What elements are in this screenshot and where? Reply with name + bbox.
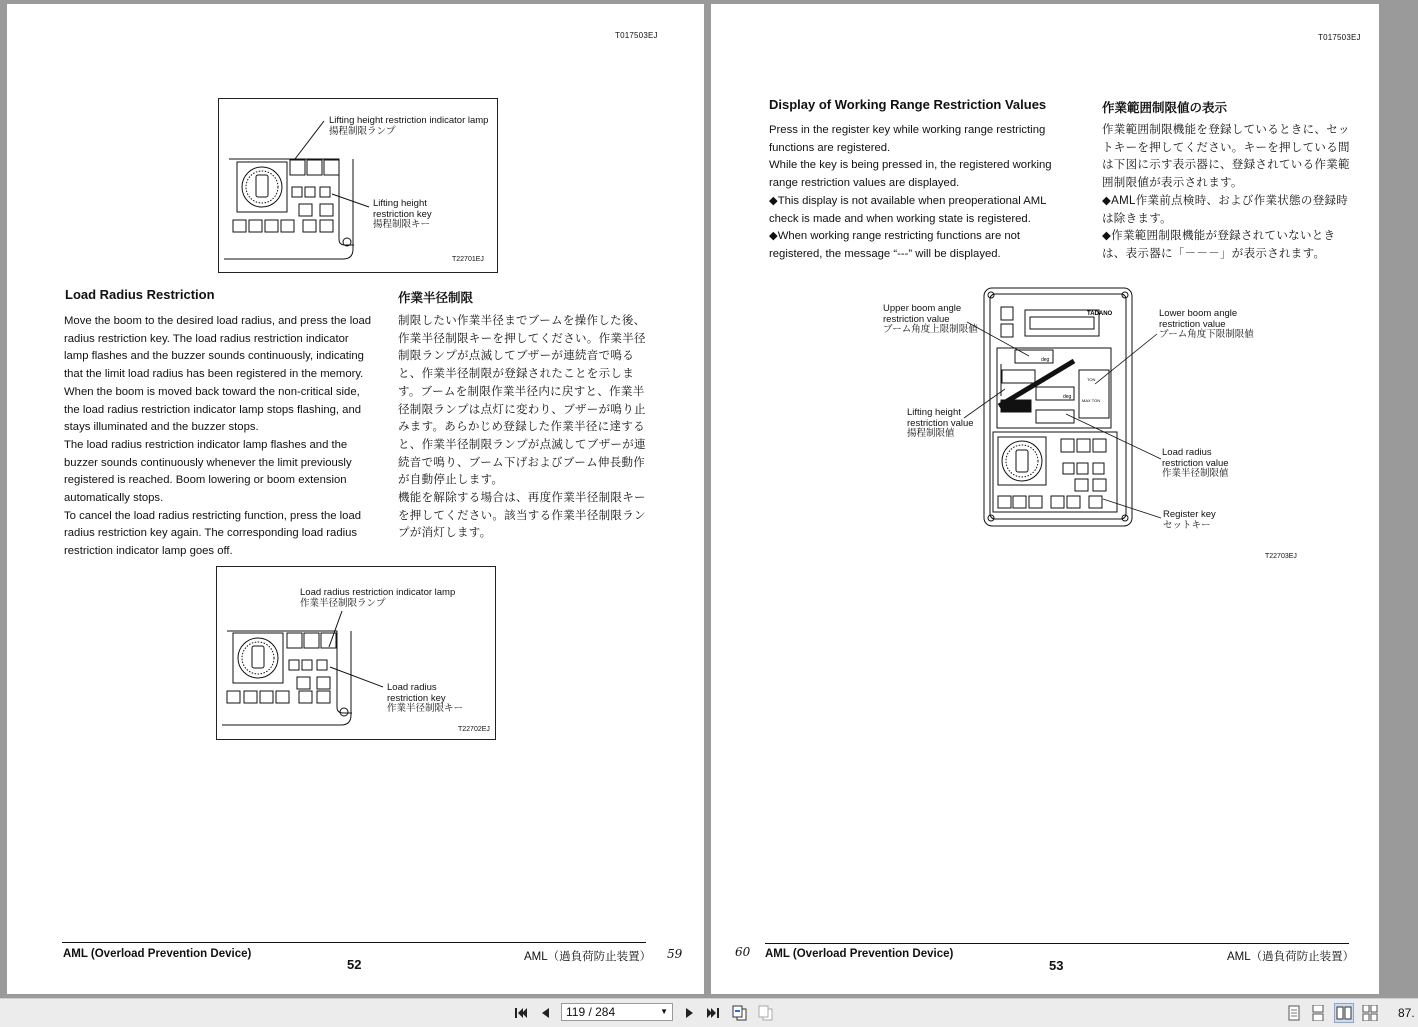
callout-register-key: Register key セットキー (1163, 509, 1216, 531)
handwritten-page-number: 60 (735, 945, 751, 959)
paragraph: Press in the register key while working range restricting functions are registered. (769, 124, 1046, 154)
facing-view-button[interactable] (1334, 1003, 1354, 1023)
continuous-page-icon (1311, 1005, 1325, 1021)
paragraph: While the key is being pressed in, the registered working range restriction values are displayed. (769, 159, 1052, 190)
paragraph: Move the boom to the desired load radius, and press the load radius restriction key. The load radius restriction indicator lamp flashes and the buzzer sounds continuously, indicating that the limit load radius has been registered in the memory. (64, 315, 372, 381)
first-page-button[interactable] (511, 1003, 531, 1023)
previous-page-icon (539, 1006, 553, 1020)
figure-load-radius-key (216, 566, 496, 740)
footer-rule (62, 942, 646, 943)
doc-code: T017503EJ (1318, 33, 1361, 42)
first-page-icon (514, 1006, 528, 1020)
paragraph: ◆When working range restricting functions are not registered, the message “---” will be displayed. (769, 230, 1021, 260)
single-page-view-button[interactable] (1284, 1003, 1304, 1023)
body-text-en (64, 313, 374, 561)
callout-lower-boom-angle: Lower boom angle restriction value ブーム角度下限制限値 (1159, 308, 1254, 340)
section-heading-ja: 作業半径制限 (398, 291, 474, 305)
page-number: 53 (1049, 958, 1064, 973)
callout-upper-boom-angle: Upper boom angle restriction value ブーム角度上限制限値 (883, 303, 978, 335)
callout-load-radius-lamp: Load radius restriction indicator lamp 作業半径制限ランプ (300, 587, 456, 609)
footer-title-ja: AML（過負荷防止装置） (1227, 951, 1355, 963)
paragraph: 機能を解除する場合は、再度作業半径制限キーを押してください。該当する作業半径制限ランプが消灯します。 (398, 492, 646, 540)
callout-leaders (711, 4, 1379, 994)
callout-lifting-height-lamp: Lifting height restriction indicator lamp 揚程制限ランプ (329, 115, 489, 137)
chevron-down-icon[interactable]: ▼ (660, 1007, 668, 1016)
zoom-level[interactable]: 87. (1398, 1006, 1415, 1020)
figure-lifting-height-key (218, 98, 498, 273)
paragraph: ◆作業範囲制限機能が登録されていないときは、表示器に「－－－」が表示されます。 (1102, 230, 1336, 260)
continuous-facing-view-button[interactable] (1360, 1003, 1380, 1023)
single-page-icon (1287, 1005, 1301, 1021)
right-page (711, 4, 1379, 994)
page-number: 52 (347, 957, 362, 972)
paragraph: 作業範囲制限機能を登録しているときに、セットキーを押してください。キーを押している間は下図に示す表示器に、登録されている作業範囲制限値が表示されます。 (1102, 124, 1350, 190)
page-number-input[interactable] (561, 1003, 673, 1021)
paragraph: ◆This display is not available when preoperational AML check is made and when working state is registered. (769, 194, 1047, 225)
callout-load-radius-key: Load radius restriction key 作業半径制限キー (387, 682, 464, 714)
callout-lifting-height-value: Lifting height restriction value 揚程制限値 (907, 407, 974, 439)
footer-rule (765, 943, 1349, 944)
callout-load-radius-value: Load radius restriction value 作業半径制限値 (1162, 447, 1229, 479)
unit-label-ton: TON (1087, 377, 1096, 382)
continuous-view-button[interactable] (1308, 1003, 1328, 1023)
viewer-toolbar (0, 998, 1418, 1027)
paragraph: When the boom is moved back toward the non-critical side, the load radius restriction indicator lamp stops flashing, and stays illuminated and the buzzer stops. (64, 385, 362, 434)
callout-lifting-height-key: Lifting height restriction key 揚程制限キー (373, 198, 432, 230)
last-page-button[interactable] (703, 1003, 723, 1023)
go-back-view-button[interactable] (730, 1003, 750, 1023)
page-indicator: 119 / 284 (566, 1005, 616, 1019)
paragraph: The load radius restriction indicator lamp flashes and the buzzer sounds continuously whenever the limit previously registered is reached. Boom lowering or boom extension automatically stops. (64, 438, 352, 505)
go-forward-view-button[interactable] (756, 1003, 776, 1023)
facing-pages-icon (1336, 1006, 1352, 1020)
continuous-facing-icon (1362, 1005, 1378, 1021)
section-heading-en: Load Radius Restriction (65, 287, 215, 302)
brand-logo: TADANO (1087, 311, 1113, 317)
body-text-ja (398, 313, 654, 543)
back-view-icon (732, 1005, 748, 1021)
paragraph: ◆AML作業前点検時、および作業状態の登録時は除きます。 (1102, 194, 1349, 225)
unit-label-max-ton: MAX TON (1082, 398, 1101, 403)
footer-title-ja: AML（過負荷防止装置） (524, 951, 652, 963)
figure-code: T22703EJ (1265, 553, 1297, 560)
unit-label-deg: deg (1041, 357, 1050, 363)
next-page-icon (682, 1006, 696, 1020)
handwritten-page-number: 59 (667, 947, 683, 961)
section-heading-ja: 作業範囲制限値の表示 (1102, 101, 1228, 115)
unit-label-deg: deg (1063, 394, 1072, 400)
previous-page-button[interactable] (536, 1003, 556, 1023)
footer-title: AML (Overload Prevention Device) (765, 948, 954, 960)
doc-code: T017503EJ (615, 31, 658, 40)
forward-view-icon (758, 1005, 774, 1021)
figure-code: T22702EJ (458, 726, 490, 733)
footer-title: AML (Overload Prevention Device) (63, 948, 252, 960)
figure-code: T22701EJ (452, 256, 484, 263)
next-page-button[interactable] (679, 1003, 699, 1023)
section-heading-en: Display of Working Range Restriction Values (769, 97, 1047, 112)
paragraph: To cancel the load radius restricting function, press the load radius restriction key again. The corresponding load radius restriction indicator lamp goes off. (64, 509, 362, 558)
left-page (7, 4, 704, 994)
last-page-icon (706, 1006, 720, 1020)
paragraph: 制限したい作業半径までブームを操作した後、作業半径制限キーを押してください。作業半径制限ランプが点滅してブザーが連続音で鳴ると、作業半径制限が登録されたことを示します。ブームを制限作業半径内に戻すと、作業半径制限ランプは点灯に変わり、ブザーが鳴り止みます。あらかじめ登録した作業半径に達すると、作業半径制限ランプが点滅してブザーが連続音で鳴り、ブーム下げおよびブーム伸長動作が自動停止します。 (398, 315, 646, 487)
